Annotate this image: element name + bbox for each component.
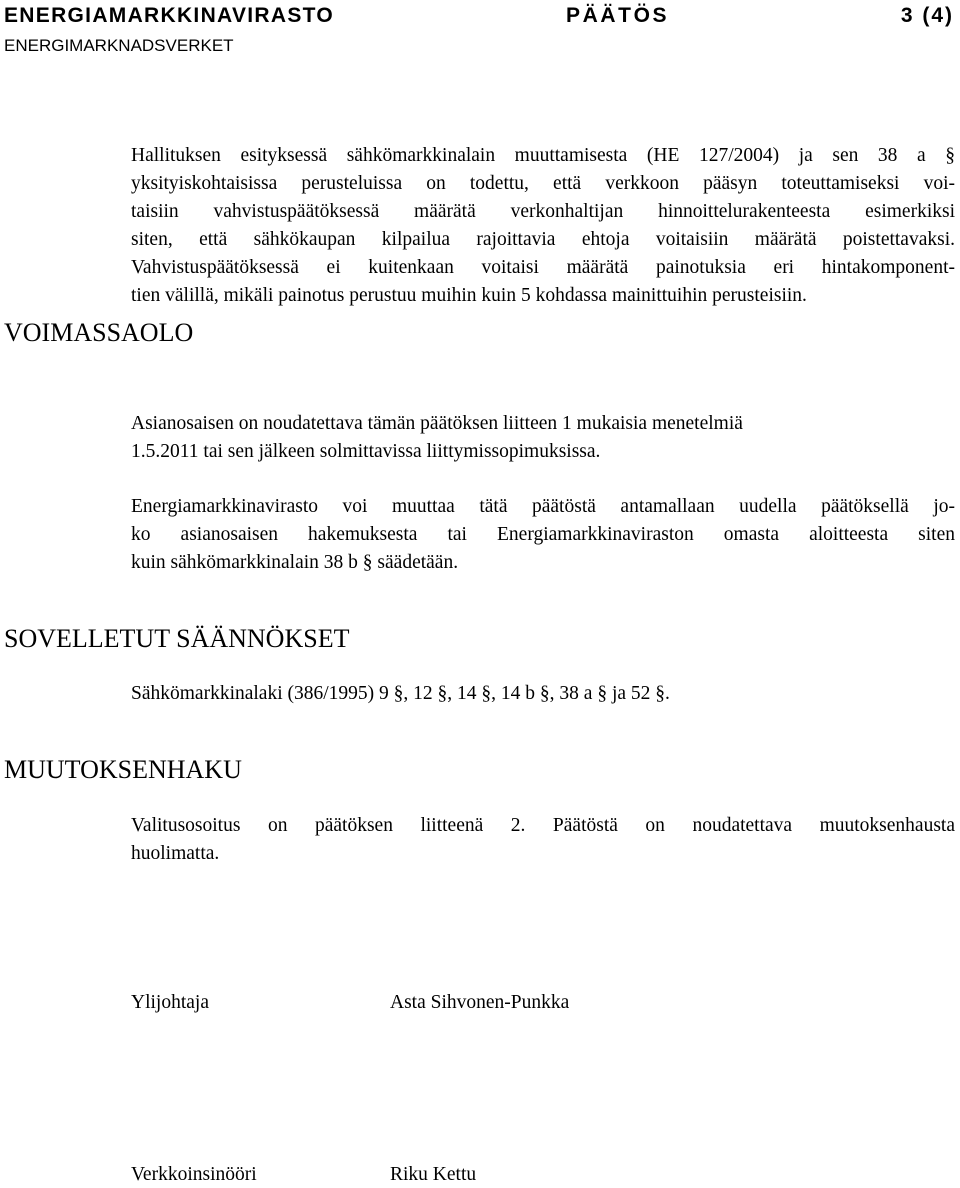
- sovelletut-paragraph: [131, 680, 955, 708]
- voimassaolo-paragraph-2: [131, 493, 955, 577]
- sovelletut-line: Sähkömarkkinalaki (386/1995) 9 §, 12 §, 14 §, 14 b §, 38 a § ja 52 §.: [131, 683, 670, 704]
- muutoksenhaku-line: Valitusosoitus on päätöksen liitteenä 2. Päätöstä on noudatettava muutoksenhausta: [131, 815, 955, 836]
- intro-line: Hallituksen esityksessä sähkömarkkinalain muuttamisesta (HE 127/2004) ja sen 38 a §: [131, 145, 955, 166]
- document-header: [4, 4, 954, 64]
- intro-line: tien välillä, mikäli painotus perustuu muihin kuin 5 kohdassa mainittuihin perusteisiin.: [131, 285, 807, 306]
- signature-title-1: Ylijohtaja: [131, 992, 209, 1013]
- agency-name-swedish: ENERGIMARKNADSVERKET: [4, 36, 234, 55]
- intro-paragraph: [131, 142, 955, 310]
- voimassaolo-line: kuin sähkömarkkinalain 38 b § säädetään.: [131, 552, 459, 573]
- voimassaolo-line: Asianosaisen on noudatettava tämän päätöksen liitteen 1 mukaisia menetelmiä: [131, 413, 743, 434]
- document-type: PÄÄTÖS: [566, 4, 670, 27]
- voimassaolo-line: Energiamarkkinavirasto voi muuttaa tätä päätöstä antamallaan uudella päätöksellä jo-: [131, 496, 955, 517]
- intro-line: yksityiskohtaisissa perusteluissa on todettu, että verkkoon pääsyn toteuttamiseksi voi-: [131, 173, 955, 194]
- muutoksenhaku-paragraph: [131, 812, 955, 868]
- muutoksenhaku-line: huolimatta.: [131, 843, 220, 864]
- signature-name-1: Asta Sihvonen-Punkka: [390, 992, 570, 1013]
- voimassaolo-line: ko asianosaisen hakemuksesta tai Energiamarkkinaviraston omasta aloitteesta siten: [131, 524, 955, 545]
- page-number: 3 (4): [900, 4, 954, 27]
- signature-title-2: Verkkoinsinööri: [131, 1164, 257, 1185]
- heading-muutoksenhaku: MUUTOKSENHAKU: [4, 755, 242, 784]
- intro-line: siten, että sähkökaupan kilpailua rajoittavia ehtoja voitaisiin määrätä poistettavaksi.: [131, 229, 955, 250]
- heading-sovelletut-saannokset: SOVELLETUT SÄÄNNÖKSET: [4, 624, 350, 653]
- voimassaolo-line: 1.5.2011 tai sen jälkeen solmittavissa liittymissopimuksissa.: [131, 441, 601, 462]
- heading-voimassaolo: VOIMASSAOLO: [4, 318, 194, 347]
- voimassaolo-paragraph-1: [131, 410, 955, 466]
- signature-name-2: Riku Kettu: [390, 1164, 477, 1185]
- intro-line: Vahvistuspäätöksessä ei kuitenkaan voitaisi määrätä painotuksia eri hintakomponent-: [131, 257, 955, 278]
- intro-line: taisiin vahvistuspäätöksessä määrätä verkonhaltijan hinnoittelurakenteesta esimerkiksi: [131, 201, 955, 222]
- agency-name-finnish: ENERGIAMARKKINAVIRASTO: [4, 4, 335, 27]
